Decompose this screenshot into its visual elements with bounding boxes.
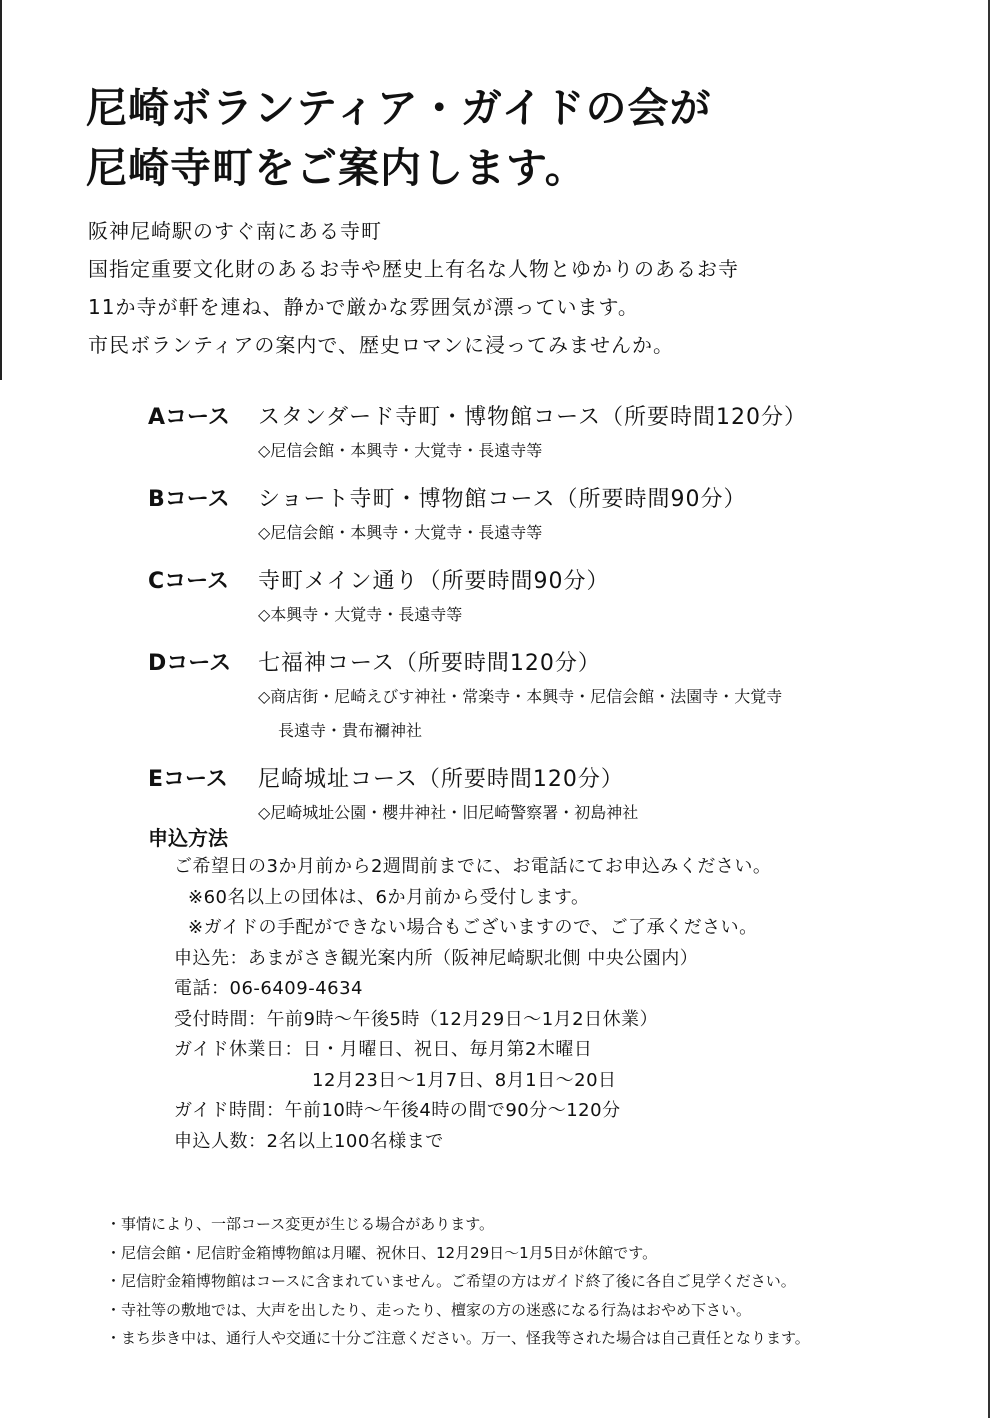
course-stops: ◇本興寺・大覚寺・長遠寺等	[258, 605, 463, 624]
course-list	[148, 400, 948, 844]
notice-item: ・尼信貯金箱博物館はコースに含まれていません。ご希望の方はガイド終了後に各自ご見学ください。	[106, 1272, 796, 1290]
course-stops-line: ◇商店街・尼崎えびす神社・常楽寺・本興寺・尼信会館・法園寺・大覚寺	[258, 687, 783, 706]
course-letter: Aコース	[148, 405, 230, 430]
course-d	[148, 646, 948, 748]
course-stops: ◇尼信会館・本興寺・大覚寺・長遠寺等	[258, 523, 543, 542]
notice-item: ・寺社等の敷地では、大声を出したり、走ったり、檀家の方の迷惑になる行為はおやめ下さい。	[106, 1300, 752, 1319]
title-line-2: 尼崎寺町をご案内します。	[86, 144, 587, 192]
notice-list	[106, 1210, 810, 1353]
course-letter: Cコース	[148, 569, 230, 594]
apply-reception-hours: 受付時間：午前9時〜午後5時（12月29日〜1月2日休業）	[174, 1008, 659, 1030]
notice-item: ・まち歩き中は、通行人や交通に十分ご注意ください。万一、怪我等された場合は自己責任となります。	[106, 1329, 810, 1347]
apply-destination: 申込先：あまがさき観光案内所（阪神尼崎駅北側 中央公園内）	[174, 947, 699, 969]
apply-instructions: ご希望日の3か月前から2週間前までに、お電話にてお申込みください。	[174, 856, 772, 877]
page-title	[86, 78, 712, 198]
course-stops-line: 長遠寺・貴布禰神社	[278, 721, 423, 740]
apply-heading: 申込方法	[148, 826, 228, 850]
apply-details	[174, 852, 771, 1157]
intro-line: 市民ボランティアの案内で、歴史ロマンに浸ってみませんか。	[88, 333, 674, 357]
apply-note: ※ガイドの手配ができない場合もございますので、ご了承ください。	[188, 917, 758, 938]
guide-hours: ガイド時間：午前10時〜午後4時の間で90分〜120分	[174, 1100, 621, 1121]
course-name: ショート寺町・博物館コース（所要時間90分）	[258, 487, 747, 512]
course-letter: Bコース	[148, 487, 230, 512]
course-name: 寺町メイン通り（所要時間90分）	[258, 569, 610, 594]
intro-line: 11か寺が軒を連ね、静かで厳かな雰囲気が漂っています。	[88, 295, 639, 319]
apply-phone: 電話：06-6409-4634	[174, 978, 364, 999]
course-c	[148, 564, 948, 632]
course-stops	[258, 680, 948, 748]
course-name: スタンダード寺町・博物館コース（所要時間120分）	[258, 405, 808, 430]
course-letter: Eコース	[148, 767, 228, 792]
course-stops: ◇尼信会館・本興寺・大覚寺・長遠寺等	[258, 441, 543, 460]
course-name: 尼崎城址コース（所要時間120分）	[258, 767, 624, 792]
intro-line: 国指定重要文化財のあるお寺や歴史上有名な人物とゆかりのあるお寺	[88, 257, 739, 281]
intro-text	[88, 212, 739, 364]
guide-closed-days-cont: 12月23日〜1月7日、8月1日〜20日	[312, 1069, 617, 1091]
right-border-line	[988, 0, 990, 1418]
notice-item: ・尼信会館・尼信貯金箱博物館は月曜、祝休日、12月29日〜1月5日が休館です。	[106, 1243, 658, 1262]
apply-note: ※60名以上の団体は、6か月前から受付します。	[188, 886, 590, 908]
guide-closed-days: ガイド休業日：日・月曜日、祝日、毎月第2木曜日	[174, 1039, 593, 1060]
left-border-line	[0, 0, 2, 380]
course-stops: ◇尼崎城址公園・櫻井神社・旧尼崎警察署・初島神社	[258, 803, 639, 822]
course-a	[148, 400, 948, 468]
title-line-1: 尼崎ボランティア・ガイドの会が	[86, 84, 712, 132]
course-name: 七福神コース（所要時間120分）	[258, 651, 601, 676]
course-letter: Dコース	[148, 651, 232, 676]
course-b	[148, 482, 948, 550]
course-e	[148, 762, 948, 830]
intro-line: 阪神尼崎駅のすぐ南にある寺町	[88, 219, 382, 243]
notice-item: ・事情により、一部コース変更が生じる場合があります。	[106, 1215, 495, 1233]
group-size: 申込人数：2名以上100名様まで	[174, 1130, 444, 1152]
